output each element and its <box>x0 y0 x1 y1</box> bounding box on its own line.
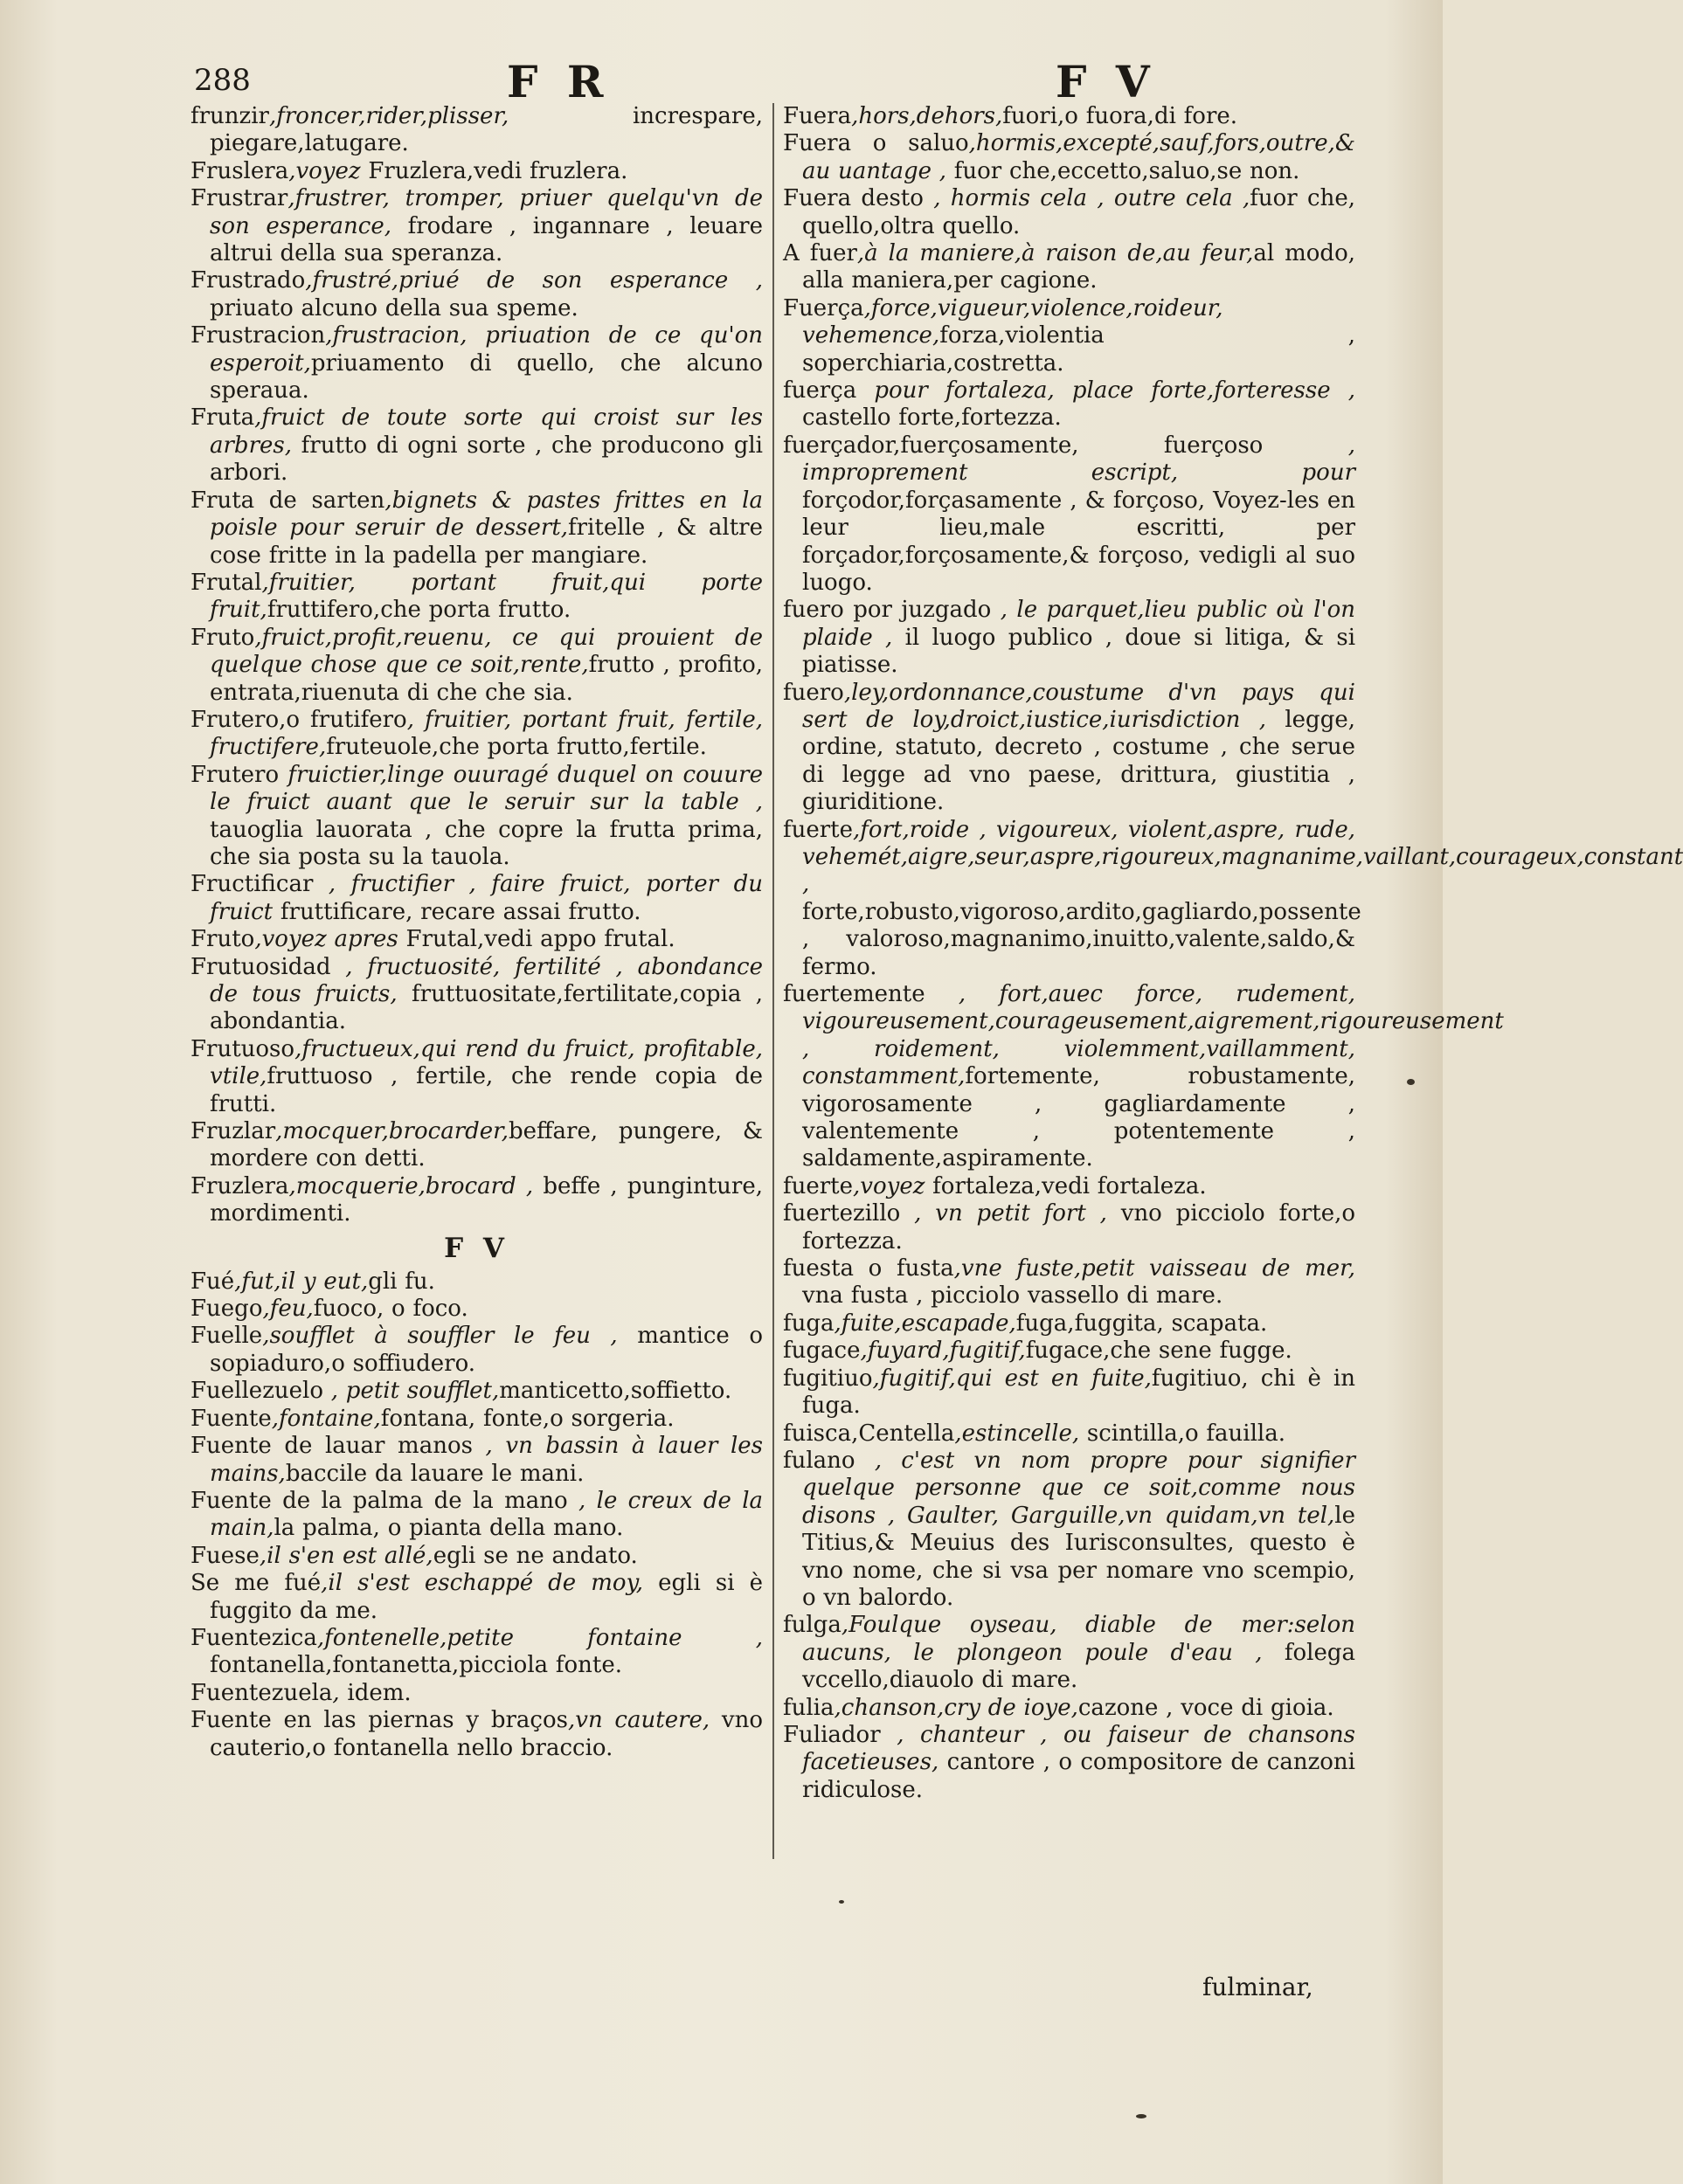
french-gloss: ,frustrer, tromper, priuer quelqu'vn de son esperance, <box>210 185 763 239</box>
italian-gloss: fontanella,fontanetta,picciola fonte. <box>210 1652 623 1679</box>
dictionary-entry <box>190 103 763 158</box>
dictionary-entry <box>190 1296 763 1323</box>
headword: Fruzlar <box>190 1118 276 1145</box>
dictionary-entry <box>190 871 763 926</box>
italian-gloss: idem. <box>339 1679 412 1706</box>
headword: fuero <box>783 679 844 706</box>
italian-gloss: fuori,o fuora,di fore. <box>1002 103 1238 129</box>
french-gloss: , le parquet,lieu public où l'on plaide , <box>802 597 1355 651</box>
headword: Fruslera <box>190 157 289 184</box>
italian-gloss: beffare, pungere, & mordere con detti. <box>210 1118 763 1172</box>
french-gloss: pour fortaleza, place forte,forteresse , <box>856 377 1355 404</box>
headword: fuerte <box>783 816 854 843</box>
french-gloss: ,feu, <box>262 1296 314 1323</box>
italian-gloss: vno cauterio,o fontanella nello braccio. <box>210 1707 763 1761</box>
page-header <box>0 56 1443 108</box>
headword: Fructificar <box>190 871 314 898</box>
headword: Fuera desto <box>783 185 924 212</box>
dictionary-entry <box>783 185 1355 240</box>
french-gloss: , chanteur , ou faiseur de chansons facetieuses, <box>802 1721 1355 1776</box>
french-gloss: ,ley,ordonnance,coustume d'vn pays qui sert de loy,droict,iustice,iurisdiction , <box>802 679 1355 733</box>
dictionary-entry <box>783 1173 1355 1200</box>
italian-gloss: fuor che, quello,oltra quello. <box>802 185 1355 239</box>
italian-gloss: priuamento di quello, che alcuno speraua. <box>210 349 763 404</box>
italian-gloss: fuga,fuggita, scapata. <box>1015 1310 1268 1337</box>
dictionary-entry <box>190 1036 763 1118</box>
french-gloss: ,Foulque oyseau, diable de mer:selon aucuns, le plongeon poule d'eau , <box>802 1612 1355 1666</box>
headword: Fuego <box>190 1296 263 1323</box>
catchword: fulminar, <box>1202 1973 1313 2001</box>
column-divider <box>772 103 774 1859</box>
headword: Fuera <box>783 103 852 129</box>
italian-gloss: manticetto,soffietto. <box>499 1378 732 1405</box>
french-gloss: , le creux de la main, <box>210 1487 764 1542</box>
italian-gloss: fuor che,eccetto,saluo,se non. <box>946 157 1300 184</box>
dictionary-entry <box>783 295 1355 377</box>
headword: Fuese <box>190 1542 260 1569</box>
dictionary-entry <box>190 1625 763 1680</box>
italian-gloss: le Titius,& Meuius des Iurisconsultes, questo è vno nome, che si vsa per nomare vno scempio, o vn balordo. <box>802 1502 1355 1611</box>
french-gloss: ,il s'est eschappé de moy, <box>321 1570 644 1597</box>
french-gloss: , fructifier , faire fruict, porter du fruict <box>210 871 763 925</box>
headword: fugace <box>783 1337 861 1365</box>
headword: fuerça <box>783 377 857 404</box>
italian-gloss: cantore , o compositore de canzoni ridiculose. <box>802 1749 1355 1803</box>
dictionary-entry <box>783 1448 1355 1612</box>
headword: fuerte <box>783 1172 854 1199</box>
headword: fulano <box>783 1447 855 1474</box>
section-heading: F V <box>444 1232 509 1264</box>
dictionary-entry <box>190 185 763 267</box>
french-gloss: , fruitier, portant fruit, fertile, fructifere, <box>210 706 763 761</box>
dictionary-entry <box>190 1488 763 1543</box>
dictionary-entry <box>190 1378 763 1405</box>
italian-gloss: scintilla,o fauilla. <box>1079 1420 1285 1447</box>
french-gloss: , fructuosité, fertilité , abondance de tous fruicts, <box>210 953 763 1007</box>
french-gloss: ,voyez <box>288 157 361 184</box>
headword: fuga <box>783 1310 835 1337</box>
headword: Fué <box>190 1268 235 1295</box>
italian-gloss: frutto di ogni sorte , che producono gli arbori. <box>210 432 763 487</box>
dictionary-entry <box>783 1722 1355 1804</box>
italian-gloss: forza,violentia , soperchiaria,costretta. <box>802 322 1355 377</box>
italian-gloss: egli si è fuggito da me. <box>210 1570 764 1624</box>
dictionary-entry <box>783 1337 1355 1365</box>
headword: Fuerça <box>783 294 864 321</box>
dictionary-entry <box>783 1420 1355 1448</box>
headword: fuertemente <box>783 981 925 1007</box>
french-gloss: ,mocquerie,brocard , <box>288 1172 534 1199</box>
headword: Se me fué <box>190 1570 322 1597</box>
italian-gloss: legge, ordine, statuto, decreto , costume , che serue di legge ad vno paese, drittura, giustitia , giuriditione. <box>802 706 1355 816</box>
dictionary-entry <box>783 1310 1355 1337</box>
ink-speck <box>1136 2114 1146 2118</box>
italian-gloss: mantice o sopiaduro,o soffiudero. <box>210 1323 763 1377</box>
french-gloss: ,estincelle, <box>954 1420 1080 1447</box>
dictionary-entry <box>783 432 1355 597</box>
italian-gloss: fortaleza,vedi fortaleza. <box>925 1172 1207 1199</box>
headword: fuero por juzgado <box>783 597 992 624</box>
headword: Frutuoso <box>190 1035 295 1062</box>
italian-gloss: fruttuositate,fertilitate,copia , abondantia. <box>210 981 764 1035</box>
headword: fuesta o fusta <box>783 1255 954 1282</box>
italian-gloss: fruttuoso , fertile, che rende copia de frutti. <box>210 1063 763 1117</box>
dictionary-entry <box>783 130 1355 185</box>
italian-gloss: vno picciolo forte,o fortezza. <box>802 1200 1355 1254</box>
french-gloss: ,fut,il y eut, <box>234 1268 369 1295</box>
french-gloss: , hormis cela , outre cela , <box>923 185 1250 212</box>
headword: Fuliador <box>783 1721 881 1748</box>
headword: A fuer <box>783 240 857 267</box>
headword: Fruta <box>190 404 255 432</box>
french-gloss: ,mocquer,brocarder, <box>275 1118 509 1145</box>
dictionary-entry <box>783 981 1504 1173</box>
headword: fuerçador,fuerçosamente, fuerçoso <box>783 432 1264 459</box>
headword: frunzir <box>190 103 269 129</box>
headword: Fuentezuela <box>190 1679 333 1706</box>
ink-speck <box>839 1900 844 1904</box>
right-running-head: F V <box>1056 56 1157 107</box>
dictionary-entry <box>190 1323 763 1378</box>
french-gloss: , fort,auec force, rudement, vigoureusement,courageusement,aigrement,rigoureusement , roidement, violemment,vaillamment, constamment, <box>802 981 1504 1090</box>
french-gloss: ,fruict de toute sorte qui croist sur les arbres, <box>210 404 763 459</box>
french-gloss: ,frustré,priué de son esperance , <box>305 267 763 294</box>
french-gloss: ,force,vigueur,violence,roideur, vehemence, <box>802 294 1223 349</box>
headword: fuisca,Centella <box>783 1420 955 1447</box>
dictionary-entry <box>190 404 763 487</box>
headword: Fuera o saluo <box>783 130 969 157</box>
italian-gloss: fugace,che sene fugge. <box>1025 1337 1292 1365</box>
french-gloss: ,il s'en est allé, <box>259 1542 433 1569</box>
italian-gloss: fuoco, o foco. <box>313 1296 468 1323</box>
headword: Fruto <box>190 624 255 651</box>
headword: Frutero,o frutifero <box>190 706 407 733</box>
dictionary-entry <box>190 625 763 707</box>
headword: Fruta de sarten <box>190 487 385 514</box>
french-gloss: ,fuite,escapade, <box>834 1310 1016 1337</box>
italian-gloss: il luogo publico , doue si litiga, & si piatisse. <box>802 624 1356 679</box>
dictionary-entry <box>190 1173 763 1228</box>
headword: fugitiuo <box>783 1365 873 1392</box>
dictionary-entry <box>190 954 763 1036</box>
french-gloss: , vn bassin à lauer les mains, <box>210 1433 764 1487</box>
headword: Fuellezuelo <box>190 1378 323 1405</box>
dictionary-entry <box>190 707 763 762</box>
italian-gloss: vna fusta , picciolo vassello di mare. <box>802 1282 1223 1310</box>
italian-gloss: fontana, fonte,o sorgeria. <box>380 1405 675 1432</box>
french-gloss: ,soufflet à souffler le feu , <box>262 1323 618 1350</box>
dictionary-entry <box>783 1695 1355 1722</box>
italian-gloss: fritelle , & altre cose fritte in la padella per mangiare. <box>210 515 763 569</box>
headword: Frutero <box>190 761 280 788</box>
dictionary-entry <box>783 1255 1355 1310</box>
dictionary-entry <box>783 680 1355 817</box>
dictionary-entry <box>190 1543 763 1570</box>
french-gloss: ,frustracion, priuation de ce qu'on esperoit, <box>210 322 763 377</box>
dictionary-entry <box>190 487 763 570</box>
dictionary-entry <box>783 1612 1355 1694</box>
headword: fulga <box>783 1612 842 1639</box>
italian-gloss: fruttificare, recare assai frutto. <box>273 898 641 925</box>
french-gloss: ,fuyard,fugitif, <box>860 1337 1026 1365</box>
french-gloss: ,froncer,rider,plisser, <box>268 103 509 129</box>
headword: Fruzlera <box>190 1172 289 1199</box>
french-gloss: ,voyez apres <box>254 926 398 953</box>
dictionary-entry <box>783 240 1355 295</box>
italian-gloss: egli se ne andato. <box>433 1542 638 1569</box>
dictionary-entry <box>190 1118 763 1173</box>
italian-gloss: gli fu. <box>368 1268 435 1295</box>
french-gloss: ,chanson,cry de ioye, <box>834 1694 1078 1721</box>
dictionary-entry <box>190 570 763 625</box>
right-column <box>783 103 1683 2008</box>
italian-gloss: frutto , profito, entrata,riuenuta di che che sia. <box>210 652 763 706</box>
french-gloss: ,vn cautere, <box>567 1707 710 1734</box>
dictionary-entry <box>190 1433 763 1488</box>
dictionary-entry <box>190 158 763 185</box>
headword: fulia <box>783 1694 835 1721</box>
dictionary-entry <box>190 762 763 872</box>
dictionary-entry <box>783 1200 1355 1255</box>
italian-gloss: fortemente, robustamente, vigorosamente , gagliardamente , valentemente , potentemente , saldamente,aspiramente. <box>802 1063 1355 1172</box>
french-gloss: , improprement escript, pour <box>802 432 1356 487</box>
italian-gloss: fruttifero,che porta frutto. <box>267 597 571 624</box>
headword: Fruto <box>190 926 255 953</box>
dictionary-entry <box>190 1406 763 1433</box>
italian-gloss: la palma, o pianta della mano. <box>274 1515 624 1542</box>
italian-gloss: forte,robusto,vigoroso,ardito,gagliardo,possente , valoroso,magnanimo,inuitto,valente,saldo,& fermo. <box>802 898 1361 980</box>
french-gloss: ,fort,roide , vigoureux, violent,aspre, rude, vehemét,aigre,seur,aspre,rigoureux,magnanime,vaillant,courageux,constant , <box>802 816 1683 898</box>
italian-gloss: Frutal,vedi appo frutal. <box>398 926 675 953</box>
left-running-head: F R <box>507 56 611 107</box>
french-gloss: ,fruitier, portant fruit,qui porte fruit, <box>210 569 763 624</box>
italian-gloss: frodare , ingannare , leuare altrui della sua speranza. <box>210 212 763 267</box>
left-column <box>190 103 763 2008</box>
dictionary-entry <box>190 1680 763 1707</box>
headword: Frutuosidad <box>190 953 331 980</box>
dictionary-entry <box>783 597 1355 679</box>
headword: Fuente de lauar manos <box>190 1433 473 1460</box>
french-gloss: ,bignets & pastes frittes en la poisle pour seruir de dessert, <box>210 487 763 542</box>
french-gloss: ,fruict,profit,reuenu, ce qui prouient de quelque chose que ce soit,rente, <box>210 624 763 679</box>
italian-gloss: tauoglia lauorata , che copre la frutta prima, che sia posta su la tauola. <box>210 816 763 870</box>
french-gloss: ,fructueux,qui rend du fruict, profitable, vtile, <box>210 1035 763 1090</box>
dictionary-entry <box>190 267 763 322</box>
dictionary-entry <box>190 926 763 953</box>
italian-gloss: priuato alcuno della sua speme. <box>210 294 578 321</box>
dictionary-entry <box>190 1268 763 1296</box>
french-gloss: , vn petit fort , <box>900 1200 1107 1227</box>
dictionary-entry <box>190 1570 763 1625</box>
ink-speck <box>1407 1079 1415 1085</box>
headword: fuertezillo <box>783 1200 901 1227</box>
dictionary-entry <box>783 1365 1355 1420</box>
headword: Fuente de la palma de la mano <box>190 1487 568 1514</box>
french-gloss: , c'est vn nom propre pour signifier quelque personne que ce soit,comme nous disons , Gaulter, Garguille,vn quidam,vn tel, <box>802 1447 1355 1529</box>
italian-gloss: forçodor,forçasamente , & forçoso, Voyez-les en leur lieu,male escritti, per forçador,forçosamente,& forçoso, vedigli al suo luogo. <box>802 487 1355 596</box>
french-gloss: ,à la maniere,à raison de,au feur, <box>856 240 1254 267</box>
headword: Fuente <box>190 1405 272 1432</box>
italian-gloss: baccile da lauare le mani. <box>285 1460 585 1487</box>
italian-gloss: increspare, piegare,latugare. <box>210 103 763 157</box>
italian-gloss: cazone , voce di gioia. <box>1077 1694 1334 1721</box>
french-gloss: ,hors,dehors, <box>851 103 1003 129</box>
french-gloss: , petit soufflet, <box>323 1378 500 1405</box>
headword: Fuente en las piernas y braços <box>190 1707 568 1734</box>
french-gloss: ,fugitif,qui est en fuite, <box>872 1365 1152 1392</box>
italian-gloss: folega vccello,diauolo di mare. <box>802 1639 1355 1694</box>
italian-gloss: castello forte,fortezza. <box>802 404 1062 432</box>
french-gloss: ,fontenelle,petite fontaine , <box>316 1624 763 1651</box>
dictionary-entry <box>783 103 1355 130</box>
italian-gloss: Fruzlera,vedi fruzlera. <box>360 157 628 184</box>
dictionary-entry <box>783 816 1683 981</box>
headword: Fuelle <box>190 1323 263 1350</box>
french-gloss: ,fontaine, <box>271 1405 381 1432</box>
headword: Frustrado <box>190 267 306 294</box>
italian-gloss: fruteuole,che porta frutto,fertile. <box>326 734 707 761</box>
headword: Frustrar <box>190 185 288 212</box>
headword: Frustracion <box>190 322 326 349</box>
french-gloss: ,voyez <box>853 1172 925 1199</box>
headword: Frutal <box>190 569 262 596</box>
headword: Fuentezica <box>190 1624 317 1651</box>
dictionary-entry <box>190 322 763 404</box>
dictionary-entry <box>190 1707 763 1762</box>
dictionary-entry <box>783 377 1355 432</box>
italian-gloss: beffe , punginture, mordimenti. <box>210 1172 763 1227</box>
page-number: 288 <box>194 63 251 98</box>
french-gloss: ,hormis,excepté,sauf,fors,outre,& au uantage , <box>802 130 1355 184</box>
italian-gloss: fugitiuo, chi è in fuga. <box>802 1365 1355 1420</box>
italian-gloss: al modo, alla maniera,per cagione. <box>802 240 1355 294</box>
french-gloss: fruictier,linge ouuragé duquel on couure le fruict auant que le seruir sur la table , <box>210 761 763 816</box>
french-gloss: ,vne fuste,petit vaisseau de mer, <box>953 1255 1356 1282</box>
french-gloss: , <box>332 1679 340 1706</box>
